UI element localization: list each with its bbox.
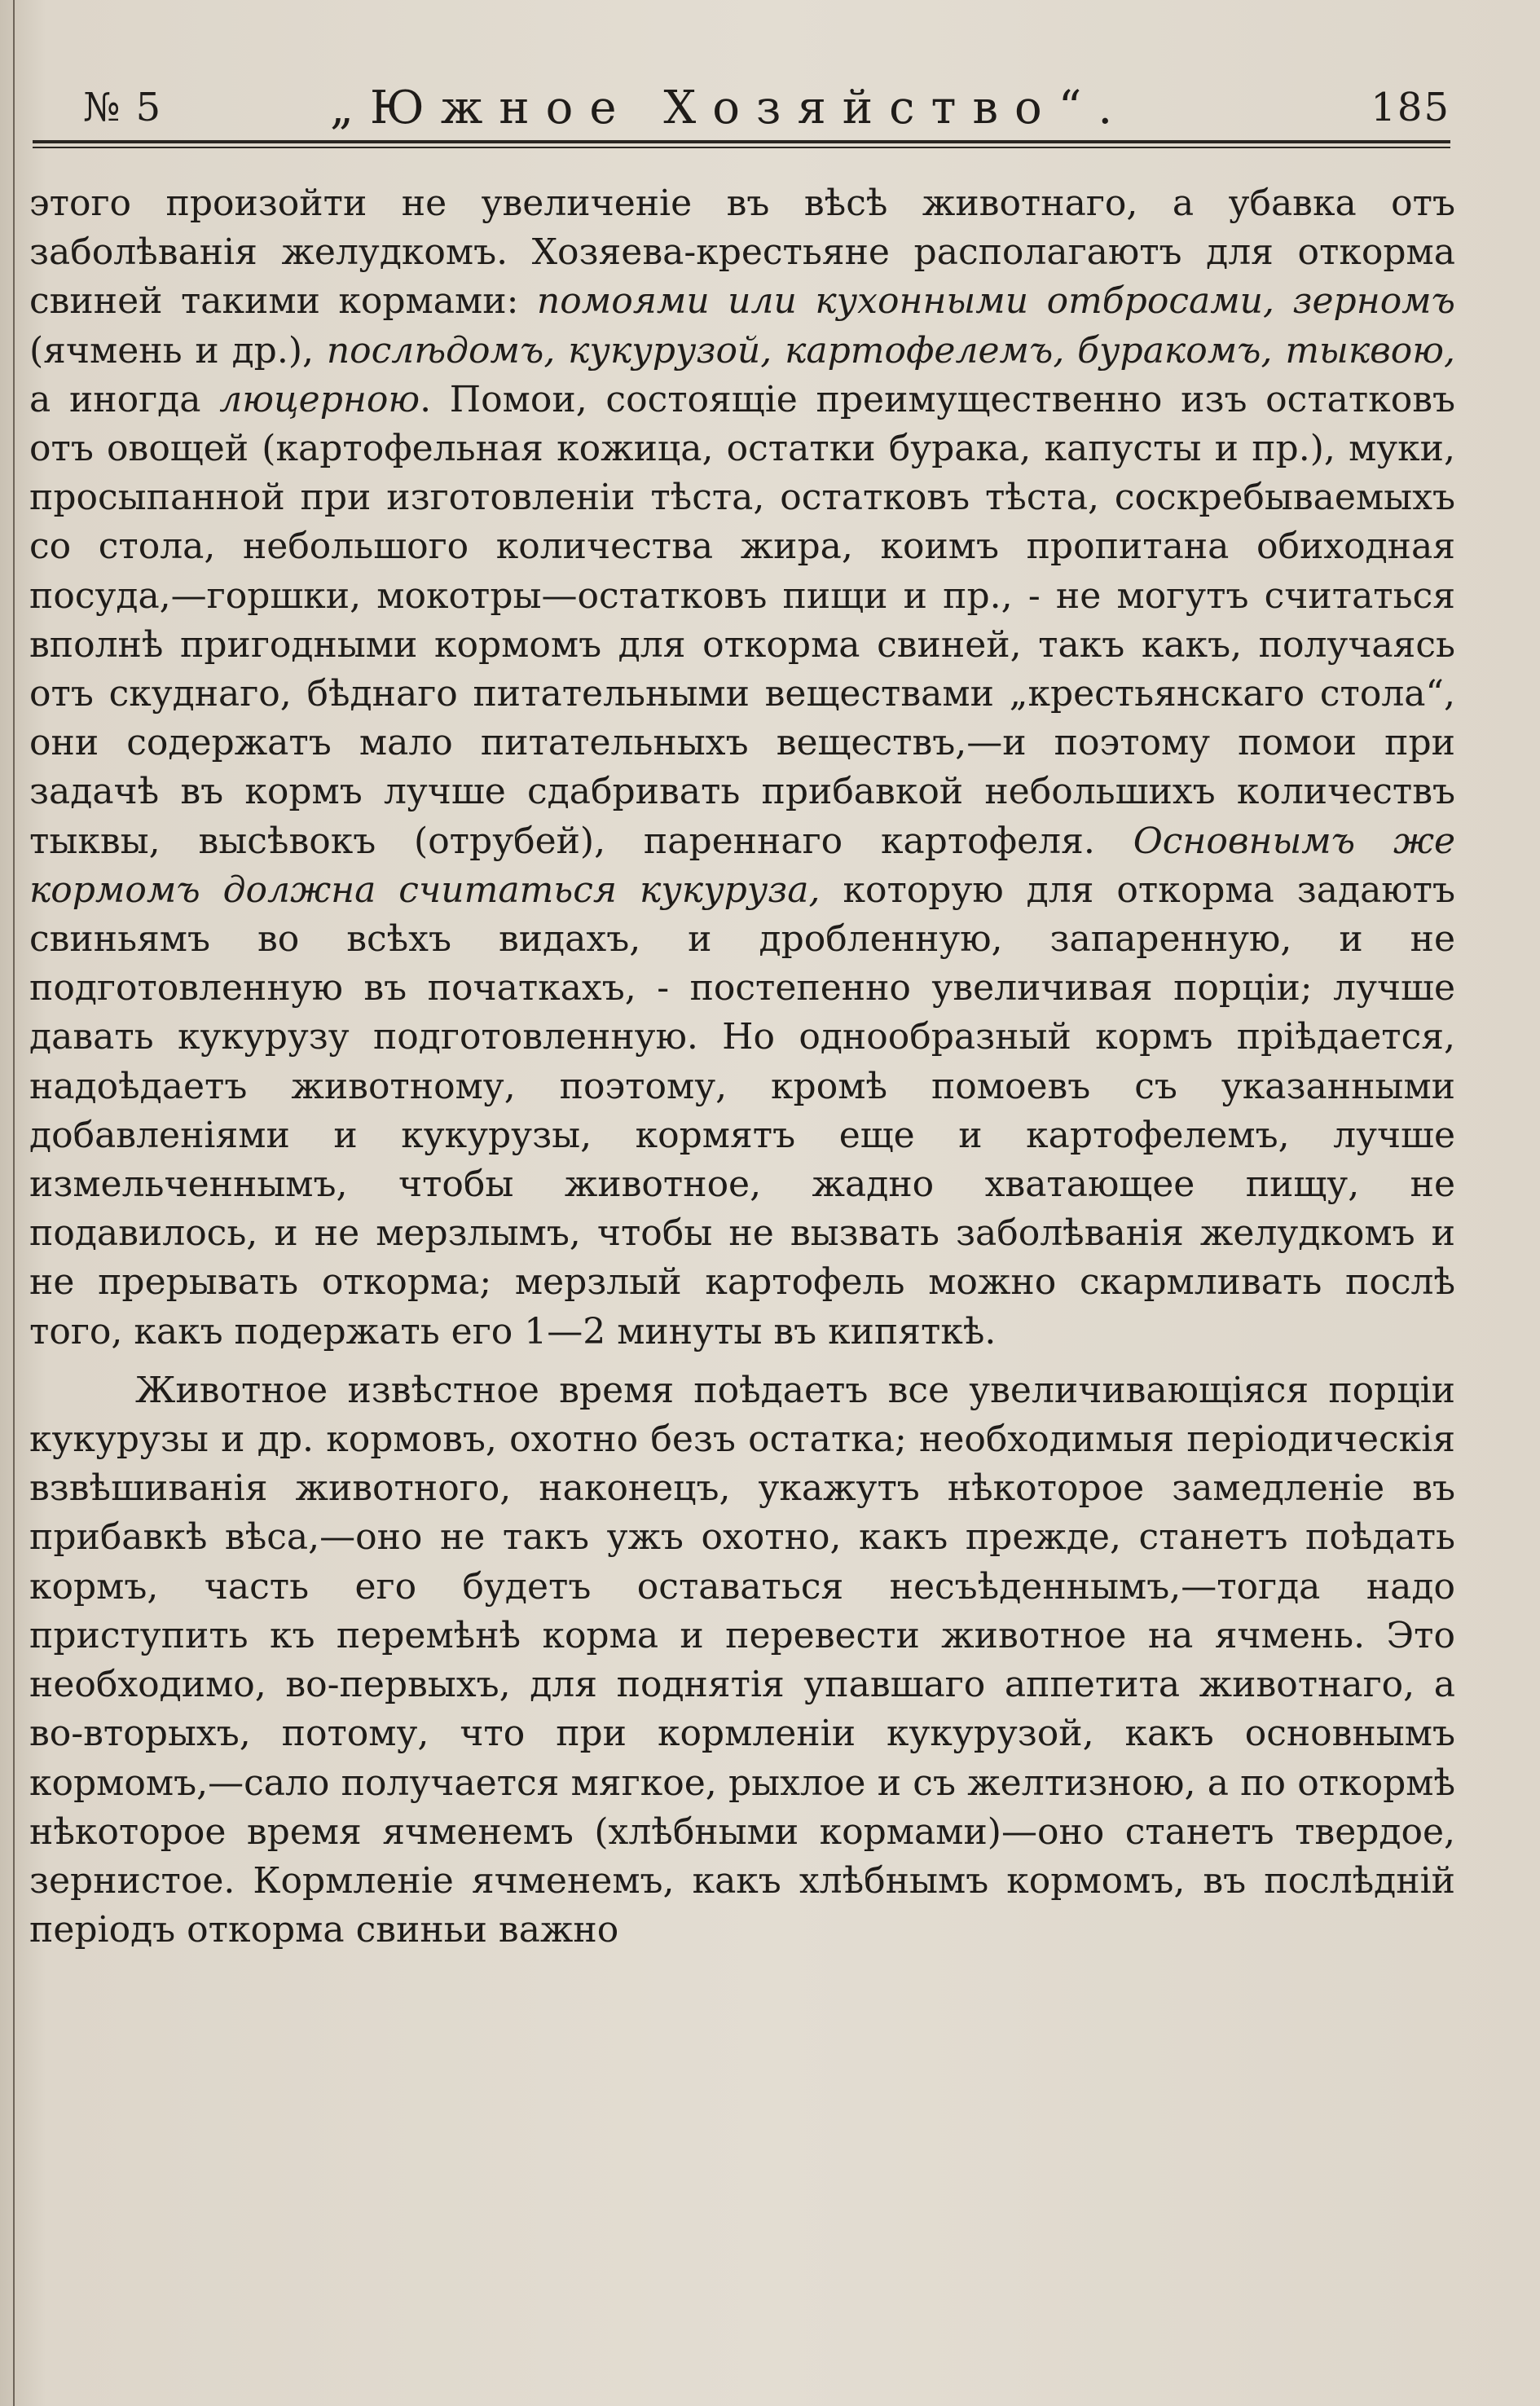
header-rule-thick xyxy=(33,140,1450,143)
header-rule-thin xyxy=(33,147,1450,148)
page-number: 185 xyxy=(1371,85,1450,130)
running-header xyxy=(33,81,1483,147)
p1-italic-4: Основнымъ же кормомъ должна считаться кукуруза, xyxy=(29,820,1455,911)
p1-text-d: . Помои, состоящіе преимущественно изъ остатковъ отъ овощей (картофельная кожица, остатки бурака, капусты и пр.), муки, просыпанной при изготовленіи тѣста, остатковъ тѣста, соскребываемыхъ со стола, небольшого количества жира, коимъ пропитана обиходная посуда,—горшки, мокотры—остатковъ пищи и пр., - не могутъ считаться вполнѣ пригодными кормомъ для откорма свиней, такъ какъ, получаясь отъ скуднаго, бѣднаго питательными веществами „крестьянскаго стола“, они содержатъ мало питательныхъ веществъ,—и поэтому помои при задачѣ въ кормъ лучше сдабривать прибавкой небольшихъ количествъ тыквы, высѣвокъ (отрубей), пареннаго картофеля. xyxy=(29,378,1455,862)
paragraph-2: Животное извѣстное время поѣдаетъ все увеличивающіяся порціи кукурузы и др. кормовъ, охотно безъ остатка; необходимыя періодическія взвѣшиванія животного, наконецъ, укажутъ нѣкоторое замедленіе въ прибавкѣ вѣса,—оно не такъ ужъ охотно, какъ прежде, станетъ поѣдать кормъ, часть его будетъ оставаться несъѣденнымъ,—тогда надо приступить къ перемѣнѣ корма и перевести животное на ячмень. Это необходимо, во-первыхъ, для поднятія упавшаго аппетита животнаго, а во-вторыхъ, потому, что при кормленіи кукурузой, какъ основнымъ кормомъ,—сало получается мягкое, рыхлое и съ желтизною, а по откормѣ нѣкоторое время ячменемъ (хлѣбными кормами)—оно станетъ твердое, зернистое. Кормленіе ячменемъ, какъ хлѣбнымъ кормомъ, въ послѣдній періодъ откорма свиньи важно xyxy=(29,1369,1455,1951)
paragraph-1 xyxy=(29,179,1455,1357)
p1-italic-1: помоями или кухонными отбросами, зерномъ xyxy=(536,280,1455,323)
article-body xyxy=(29,179,1455,1955)
p1-text-a: этого произойти не увеличеніе въ вѣсѣ животнаго, а убавка отъ заболѣванія желудкомъ. Хозяева-крестьяне располагаютъ для откорма свиней такими кормами: xyxy=(29,183,1455,323)
p1-text-e: которую для откорма задаютъ свиньямъ во всѣхъ видахъ, и дробленную, запаренную, и не подготовленную въ початкахъ, - постепенно увеличивая порціи; лучше давать кукурузу подготовленную. Но однообразный кормъ пріѣдается, надоѣдаетъ животному, поэтому, кромѣ помоевъ съ указанными добавленіями и кукурузы, кормятъ еще и картофелемъ, лучше измельченнымъ, чтобы животное, жадно хватающее пищу, не подавилось, и не мерзлымъ, чтобы не вызвать заболѣванія желудкомъ и не прерывать откорма; мерзлый картофель можно скармливать послѣ того, какъ подержать его 1—2 минуты въ кипяткѣ. xyxy=(29,869,1455,1353)
p1-italic-2: послѣдомъ, кукурузой, картофелемъ, буракомъ, тыквою, xyxy=(326,329,1455,372)
p1-text-c: а иногда xyxy=(29,378,220,420)
issue-number: № 5 xyxy=(83,85,163,130)
binding-edge xyxy=(13,0,15,2406)
p1-italic-3: люцерною xyxy=(219,378,420,420)
p1-text-b: (ячмень и др.), xyxy=(29,329,327,372)
journal-title: „Южное Хозяйство“. xyxy=(330,81,1129,134)
